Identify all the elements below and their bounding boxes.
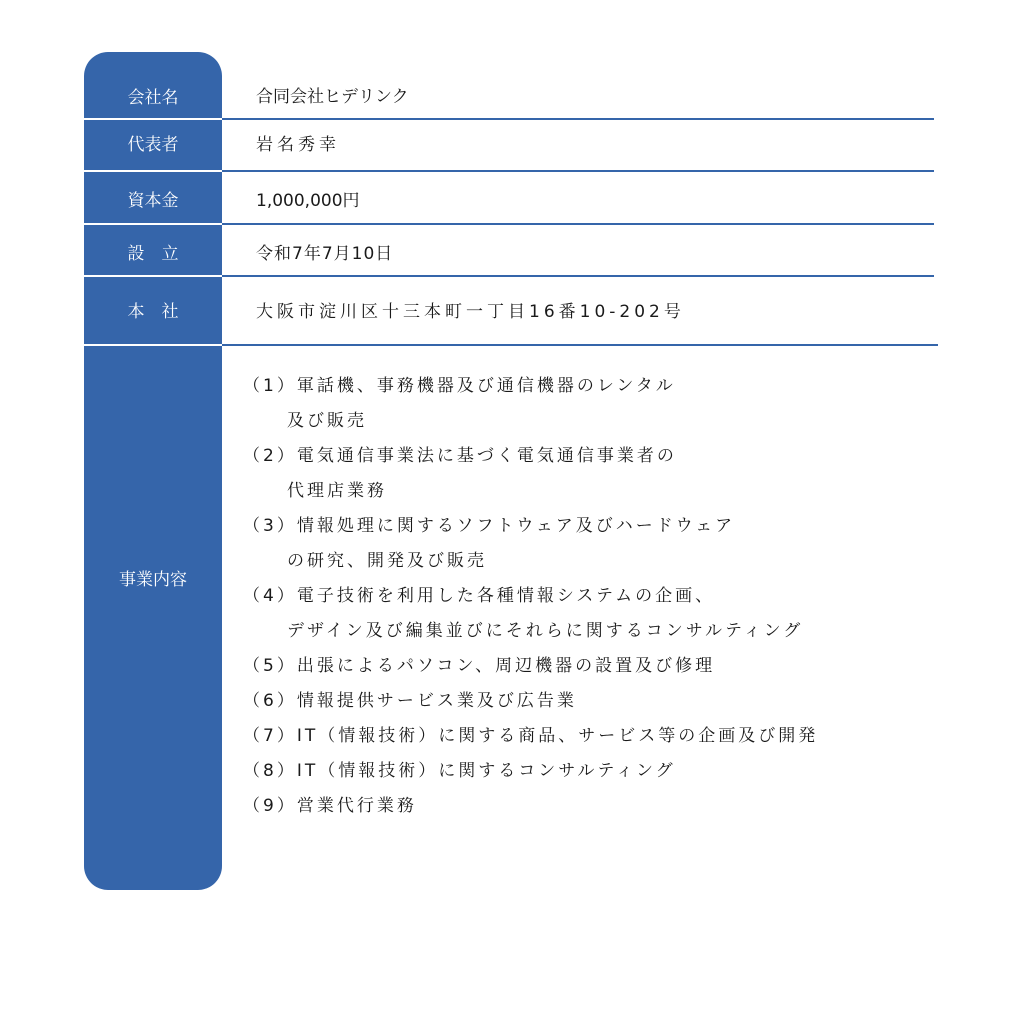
label-capital: 資本金 — [127, 191, 179, 211]
headquarters-value: 大阪市淀川区十三本町一丁目16番10-202号 — [256, 302, 685, 322]
business-item: （8）IT（情報技術）に関するコンサルティング — [243, 761, 676, 781]
business-item: （6）情報提供サービス業及び広告業 — [243, 691, 577, 711]
business-item: （5）出張によるパソコン、周辺機器の設置及び修理 — [243, 656, 716, 676]
label-representative: 代表者 — [127, 135, 179, 155]
label-headquarters: 本 社 — [127, 302, 179, 322]
label-company-name: 会社名 — [127, 88, 179, 108]
business-item-continuation: の研究、開発及び販売 — [287, 551, 487, 571]
row-divider — [222, 344, 938, 346]
row-divider — [222, 275, 934, 277]
business-item: （1）軍話機、事務機器及び通信機器のレンタル — [243, 376, 676, 396]
label-established: 設 立 — [127, 244, 179, 264]
business-item: （9）営業代行業務 — [243, 796, 417, 816]
established-value: 令和7年7月10日 — [256, 244, 394, 264]
capital-value: 1,000,000円 — [256, 191, 360, 211]
label-business: 事業内容 — [119, 570, 187, 590]
label-divider — [84, 118, 222, 120]
row-divider — [222, 223, 934, 225]
business-list — [243, 374, 818, 829]
business-item: （2）電気通信事業法に基づく電気通信事業者の — [243, 446, 677, 466]
label-divider — [84, 223, 222, 225]
business-item: （7）IT（情報技術）に関する商品、サービス等の企画及び開発 — [243, 726, 819, 746]
business-item: （3）情報処理に関するソフトウェア及びハードウェア — [243, 516, 736, 536]
row-divider — [222, 170, 934, 172]
label-column — [84, 52, 222, 890]
label-divider — [84, 344, 222, 346]
business-item-continuation: 及び販売 — [287, 411, 367, 431]
label-divider — [84, 275, 222, 277]
business-item-continuation: 代理店業務 — [287, 481, 387, 501]
row-divider — [222, 118, 934, 120]
representative-value: 岩名秀幸 — [256, 135, 340, 155]
business-item: （4）電子技術を利用した各種情報システムの企画、 — [243, 586, 716, 606]
company-name-value: 合同会社ヒデリンク — [256, 87, 409, 107]
label-divider — [84, 170, 222, 172]
business-item-continuation: デザイン及び編集並びにそれらに関するコンサルティング — [287, 621, 804, 641]
